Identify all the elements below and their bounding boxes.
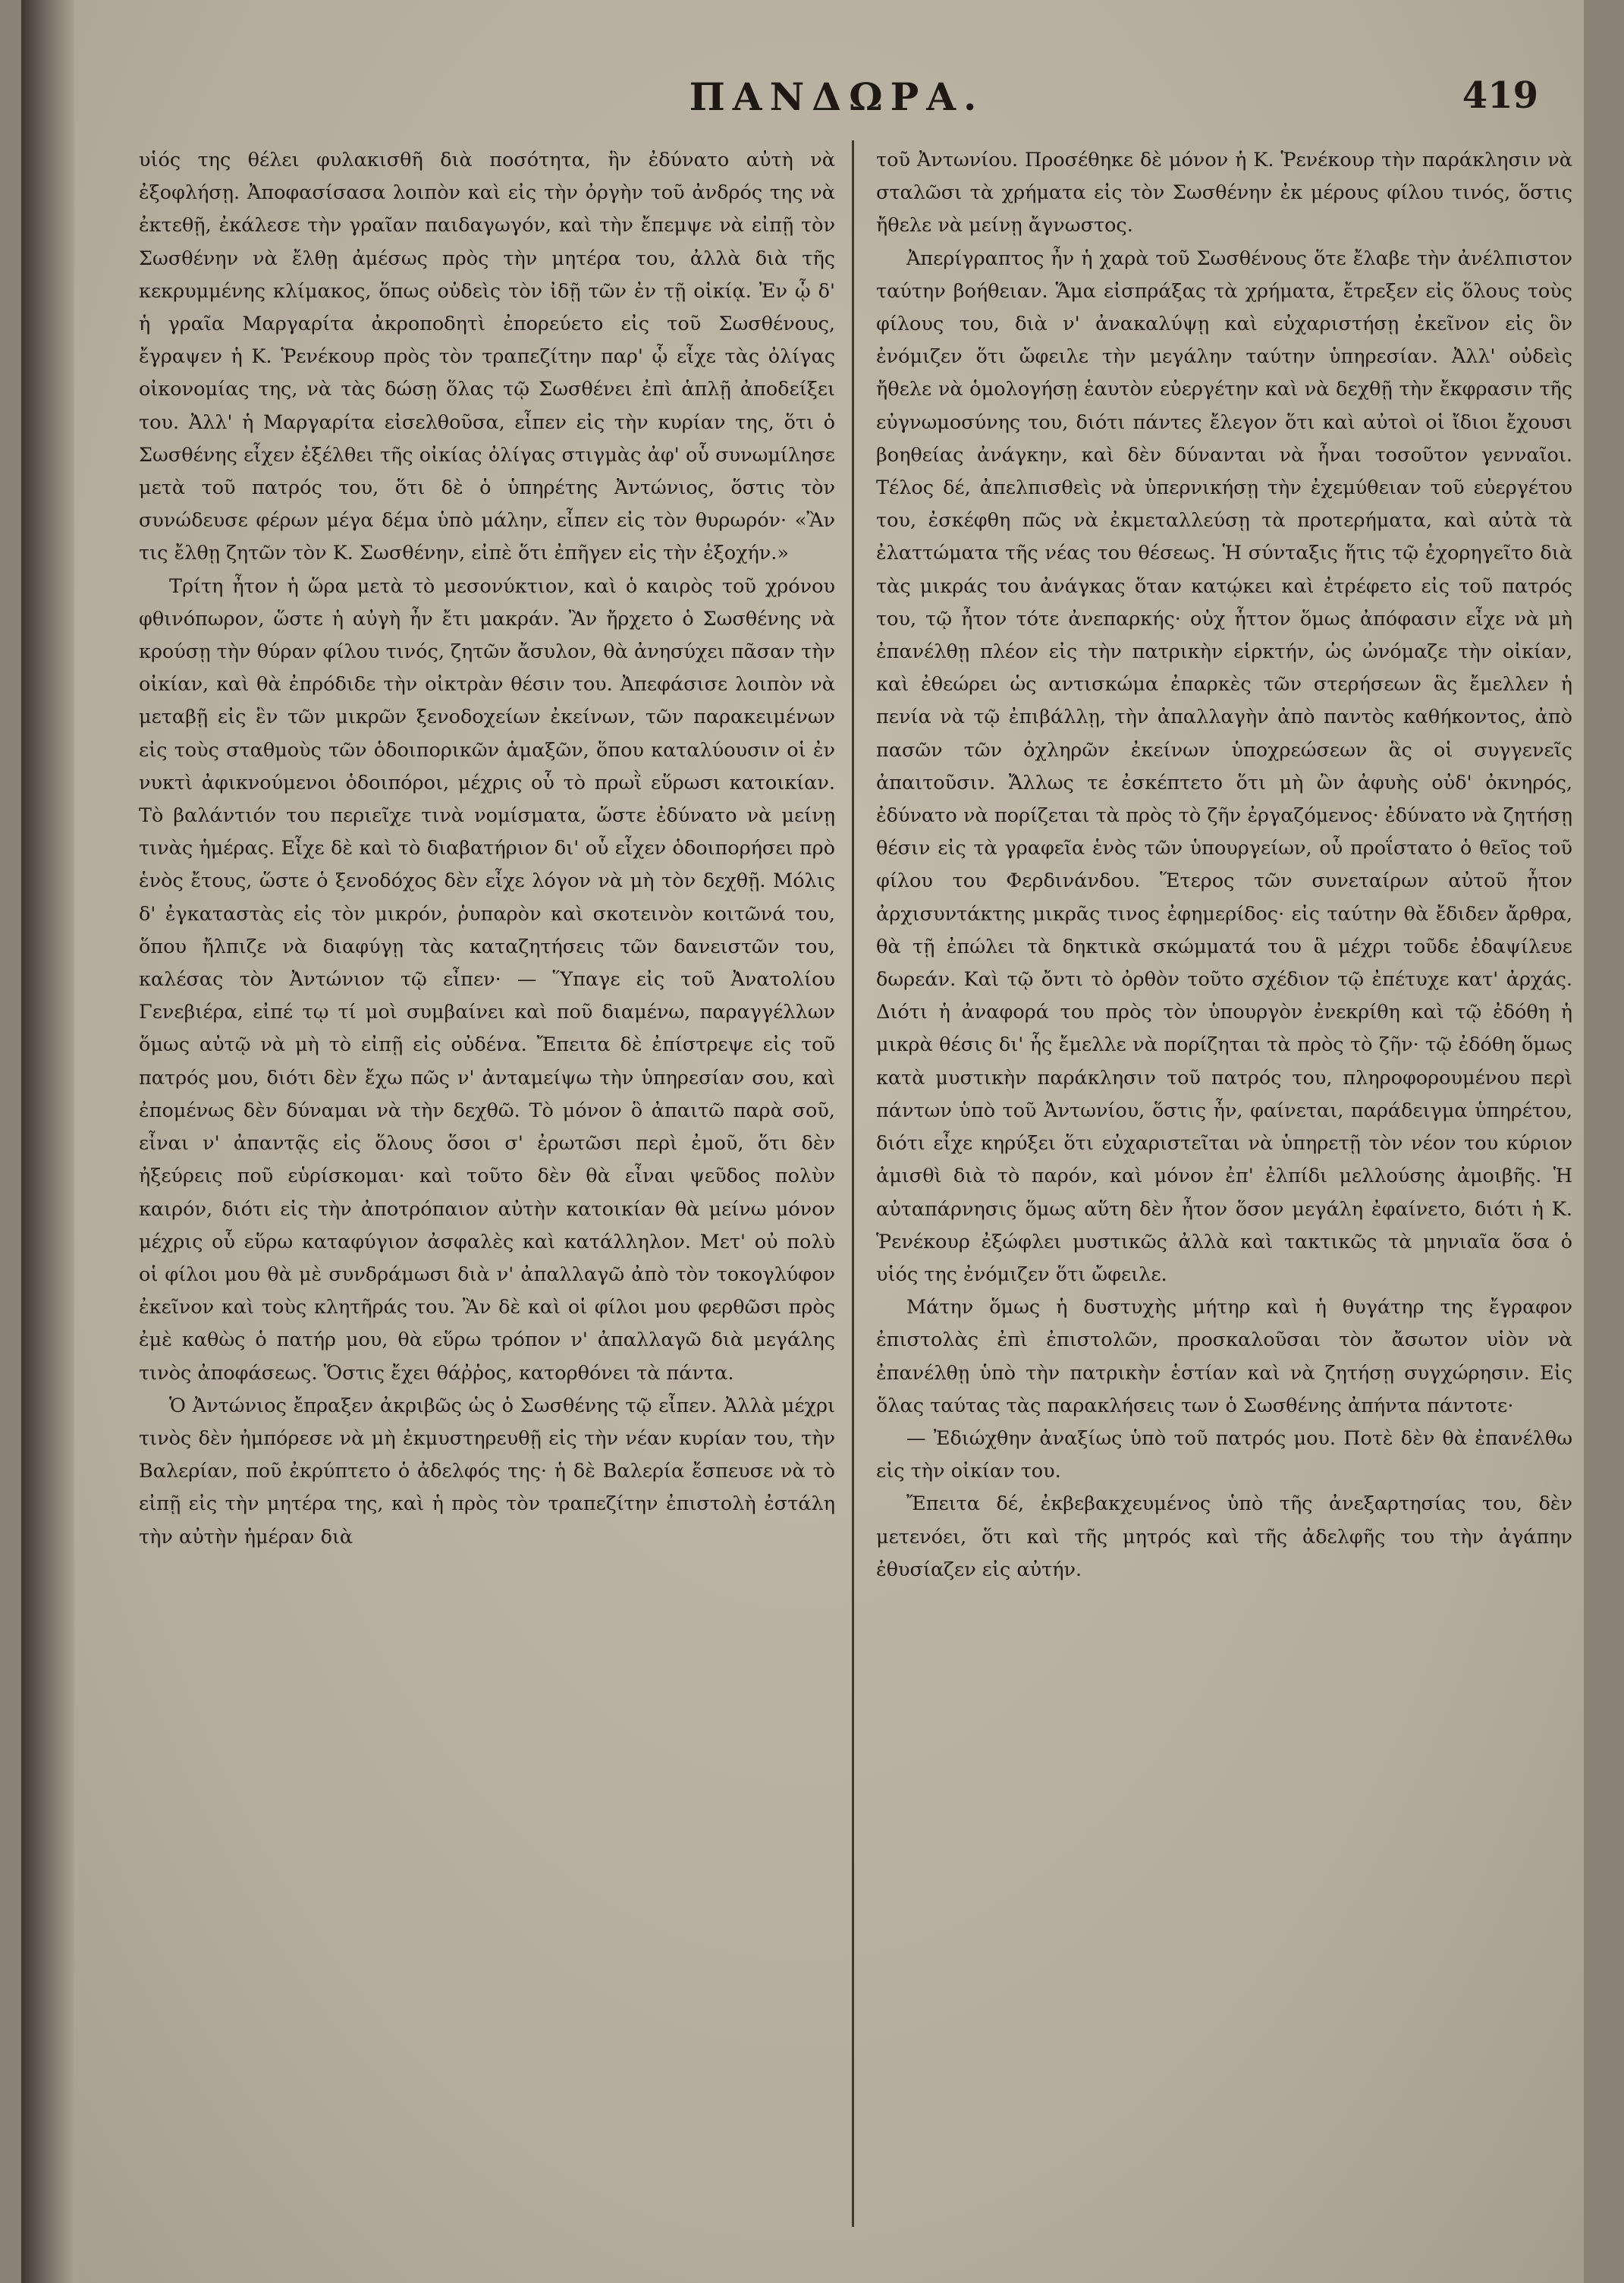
paragraph: Τρίτη ἦτον ἡ ὥρα μετὰ τὸ μεσονύκτιον, καὶ ὁ καιρὸς τοῦ χρόνου φθινόπωρον, ὥστε ἡ αὐγὴ ἦν ἔτι μακράν. Ἂν ἤρχετο ὁ Σωσθένης νὰ κρούσῃ τὴν θύραν φίλου τινός, ζητῶν ἄσυλον, θὰ ἀνησύχει πᾶσαν τὴν οἰκίαν, καὶ θὰ ἐπρόδιδε τὴν οἰκτρὰν θέσιν του. Ἀπεφάσισε λοιπὸν νὰ μεταβῇ εἰς ἓν τῶν μικρῶν ξενοδοχείων ἐκείνων, τῶν παρακειμένων εἰς τοὺς σταθμοὺς τῶν ὁδοιπορικῶν ἁμαξῶν, ὅπου καταλύουσιν οἱ ἐν νυκτὶ ἀφικνούμενοι ὁδοιπόροι, μέχρις οὗ τὸ πρωῒ εὕρωσι κατοικίαν. Τὸ βαλάντιόν του περιεῖχε τινὰ νομίσματα, ὥστε ἐδύνατο νὰ μείνῃ τινὰς ἡμέρας. Εἶχε δὲ καὶ τὸ διαβατήριον δι' οὗ εἶχεν ὁδοιπορήσει πρὸ ἑνὸς ἔτους, ὥστε ὁ ξενοδόχος δὲν εἶχε λόγον νὰ μὴ τὸν δεχθῇ. Μόλις δ' ἐγκαταστὰς εἰς τὸν μικρόν, ῥυπαρὸν καὶ σκοτεινὸν κοιτῶνά του, ὅπου ἤλπιζε νὰ διαφύγῃ τὰς καταζητήσεις τῶν δανειστῶν του, καλέσας τὸν Ἀντώνιον τῷ εἶπεν· — Ὕπαγε εἰς τοῦ Ἀνατολίου Γενεβιέρα, εἰπέ τῳ τί μοὶ συμβαίνει καὶ ποῦ διαμένω, παραγγέλλων ὅμως αὐτῷ νὰ μὴ τὸ εἰπῇ εἰς οὐδένα. Ἔπειτα δὲ ἐπίστρεψε εἰς τοῦ πατρός μου, διότι δὲν ἔχω πῶς ν' ἀνταμείψω τὴν ὑπηρεσίαν σου, καὶ ἐπομένως δὲν δύναμαι νὰ τὴν δεχθῶ. Τὸ μόνον ὃ ἀπαιτῶ παρὰ σοῦ, εἶναι ν' ἀπαντᾷς εἰς ὅλους ὅσοι σ' ἐρωτῶσι περὶ ἐμοῦ, ὅτι δὲν ἠξεύρεις ποῦ εὑρίσκομαι· καὶ τοῦτο δὲν θὰ εἶναι ψεῦδος πολὺν καιρόν, διότι εἰς τὴν ἀποτρόπαιον αὐτὴν κατοικίαν θὰ μείνω μόνον μέχρις οὗ εὕρω καταφύγιον ἀσφαλὲς καὶ κατάλληλον. Μετ' οὐ πολὺ οἱ φίλοι μου θὰ μὲ συνδράμωσι διὰ ν' ἀπαλλαγῶ ἀπὸ τὸν τοκογλύφον ἐκεῖνον καὶ τοὺς κλητῆράς του. Ἂν δὲ καὶ οἱ φίλοι μου φερθῶσι πρὸς ἐμὲ καθὼς ὁ πατήρ μου, θὰ εὕρω τρόπον ν' ἀπαλλαγῶ διὰ μεγάλης τινὸς ἀποφάσεως. Ὅστις ἔχει θάῤῥος, κατορθόνει τὰ πάντα. — [139, 574, 835, 1385]
paragraph: υἱός της θέλει φυλακισθῆ διὰ ποσότητα, ἣν ἐδύνατο αὐτὴ νὰ ἐξοφλήσῃ. Ἀποφασίσασα λοιπὸν καὶ εἰς τὴν ὀργὴν τοῦ ἀνδρός της νὰ ἐκτεθῇ, ἐκάλεσε τὴν γραῖαν παιδαγωγόν, καὶ τὴν ἔπεμψε νὰ εἰπῇ τὸν Σωσθένην νὰ ἔλθῃ ἀμέσως πρὸς τὴν μητέρα του, ἀλλὰ διὰ τῆς κεκρυμμένης κλίμακος, ὅπως οὐδεὶς τὸν ἰδῇ τῶν ἐν τῇ οἰκίᾳ. Ἐν ᾧ δ' ἡ γραῖα Μαργαρίτα ἀκροποδητὶ ἐπορεύετο εἰς τοῦ Σωσθένους, ἔγραψεν ἡ Κ. Ῥενέκουρ πρὸς τὸν τραπεζίτην παρ' ᾧ εἶχε τὰς ὀλίγας οἰκονομίας της, νὰ τὰς δώσῃ ὅλας τῷ Σωσθένει ἐπὶ ἁπλῇ ἀποδείξει του. Ἀλλ' ἡ Μαργαρίτα εἰσελθοῦσα, εἶπεν εἰς τὴν κυρίαν της, ὅτι ὁ Σωσθένης εἶχεν ἐξέλθει τῆς οἰκίας ὀλίγας στιγμὰς ἀφ' οὗ συνωμίλησε μετὰ τοῦ πατρός του, ὅτι δὲ ὁ ὑπηρέτης Ἀντώνιος, ὅστις τὸν συνώδευσε φέρων μέγα δέμα ὑπὸ μάλην, εἶπεν εἰς τὸν θυρωρόν· «Ἂν τις ἔλθῃ ζητῶν τὸν Κ. Σωσθένην, εἰπὲ ὅτι ἐπῆγεν εἰς τὴν ἐξοχήν.» — [139, 149, 835, 565]
paragraph: Ἀπερίγραπτος ἦν ἡ χαρὰ τοῦ Σωσθένους ὅτε ἔλαβε τὴν ἀνέλπιστον ταύτην βοήθειαν. Ἅμα εἰσπράξας τὰ χρήματα, ἔτρεξεν εἰς ὅλους τοὺς φίλους του, διὰ ν' ἀνακαλύψῃ καὶ εὐχαριστήσῃ ἐκεῖνον εἰς ὃν ἐνόμιζεν ὅτι ὤφειλε τὴν μεγάλην ταύτην ὑπηρεσίαν. Ἀλλ' οὐδεὶς ἤθελε νὰ ὁμολογήσῃ ἑαυτὸν εὐεργέτην καὶ νὰ δεχθῇ τὴν ἔκφρασιν τῆς εὐγνωμοσύνης του, διότι πάντες ἔλεγον ὅτι καὶ αὐτοὶ οἱ ἴδιοι ἔχουσι βοηθείας ἀνάγκην, καὶ δὲν δύνανται νὰ ἦναι τοσοῦτον γενναῖοι. Τέλος δέ, ἀπελπισθεὶς νὰ ὑπερνικήσῃ τὴν ἐχεμύθειαν τοῦ εὐεργέτου του, ἐσκέφθη πῶς νὰ ἐκμεταλλεύσῃ τὰ προτερήματα, καὶ αὐτὰ τὰ ἐλαττώματα τῆς νέας του θέσεως. Ἡ σύνταξις ἥτις τῷ ἐχορηγεῖτο διὰ τὰς μικράς του ἀνάγκας ὅταν κατῴκει καὶ ἐτρέφετο εἰς τοῦ πατρός του, τῷ ἦτον τότε ἀνεπαρκής· οὐχ ἧττον ὅμως ἀπόφασιν εἶχε νὰ μὴ ἐπανέλθῃ πλέον εἰς τὴν πατρικὴν εἱρκτήν, ὡς ὠνόμαζε τὴν οἰκίαν, καὶ ἐθεώρει ὡς αντισκώμα ἐπαρκὲς τῶν στερήσεων ἃς ἔμελλεν ἡ πενία νὰ τῷ ἐπιβάλλῃ, τὴν ἀπαλλαγὴν ἀπὸ παντὸς καθήκοντος, ἀπὸ πασῶν τῶν ὀχληρῶν ἐκείνων ὑποχρεώσεων ἃς οἱ συγγενεῖς ἀπαιτοῦσιν. Ἄλλως τε ἐσκέπτετο ὅτι μὴ ὢν ἀφυὴς οὐδ' ὀκνηρός, ἐδύνατο νὰ πορίζεται τὰ πρὸς τὸ ζῆν ἐργαζόμενος· ἐδύνατο νὰ ζητήσῃ θέσιν εἰς τὰ γραφεῖα ἑνὸς τῶν ὑπουργείων, οὗ προΐστατο ὁ θεῖος τοῦ φίλου του Φερδινάνδου. Ἕτερος τῶν συνεταίρων αὐτοῦ ἦτον ἀρχισυντάκτης μικρᾶς τινος ἐφημερίδος· εἰς ταύτην θὰ ἔδιδεν ἄρθρα, θὰ τῇ ἐπώλει τὰ δηκτικὰ σκώμματά του ἃ μέχρι τοῦδε ἐδαψίλευε δωρεάν. Καὶ τῷ ὄντι τὸ ὀρθὸν τοῦτο σχέδιον τῷ ἐπέτυχε κατ' ἀρχάς. Διότι ἡ ἀναφορά του πρὸς τὸν ὑπουργὸν ἐνεκρίθη καὶ τῷ ἐδόθη ἡ μικρὰ θέσις δι' ἧς ἔμελλε νὰ πορίζηται τὰ πρὸς τὸ ζῆν· τῷ ἐδόθη ὅμως κατὰ μυστικὴν παράκλησιν τοῦ πατρός του, πληροφορουμένου περὶ πάντων ὑπὸ τοῦ Ἀντωνίου, ὅστις ἦν, φαίνεται, παράδειγμα ὑπηρέτου, διότι εἶχε κηρύξει ὅτι εὐχαριστεῖται νὰ ὑπηρετῇ τὸν νέον του κύριον ἀμισθὶ διὰ τὸ παρόν, καὶ μόνον ἐπ' ἐλπίδι μελλούσης ἀμοιβῆς. Ἡ αὐταπάρνησις ὅμως αὕτη δὲν ἦτον ὅσον μεγάλη ἐφαίνετο, διότι ἡ Κ. Ῥενέκουρ ἐξώφλει μυστικῶς ἀλλὰ καὶ τακτικῶς τὰ μηνιαῖα ὅσα ὁ υἱός της ἐνόμιζεν ὅτι ὤφειλε. — [876, 247, 1572, 1286]
right-column — [876, 144, 1572, 2223]
page-number: 419 — [1462, 74, 1538, 117]
paragraph: Μάτην ὅμως ἡ δυστυχὴς μήτηρ καὶ ἡ θυγάτηρ της ἔγραφον ἐπιστολὰς ἐπὶ ἐπιστολῶν, προσκαλοῦσαι τὸν ἄσωτον υἱὸν νὰ ἐπανέλθῃ ὑπὸ τὴν πατρικὴν ἑστίαν καὶ νὰ ζητήσῃ συγχώρησιν. Εἰς ὅλας ταύτας τὰς παρακλήσεις των ὁ Σωσθένης ἀπήντα πάντοτε· — [876, 1296, 1572, 1417]
book-gutter — [21, 0, 74, 2283]
paragraph: Ἔπειτα δέ, ἐκβεβακχευμένος ὑπὸ τῆς ἀνεξαρτησίας του, δὲν μετενόει, ὅτι καὶ τῆς μητρός καὶ τῆς ἀδελφῆς του τὴν ἀγάπην ἐθυσίαζεν εἰς αὐτήν. — [876, 1492, 1572, 1581]
left-column — [139, 144, 835, 2223]
page-header — [135, 74, 1538, 135]
column-divider — [852, 140, 854, 2227]
paragraph: — Ἐδιώχθην ἀναξίως ὑπὸ τοῦ πατρός μου. Ποτὲ δὲν θὰ ἐπανέλθω εἰς τὴν οἰκίαν του. — [876, 1426, 1572, 1483]
scanned-page — [21, 0, 1584, 2283]
paragraph: τοῦ Ἀντωνίου. Προσέθηκε δὲ μόνον ἡ Κ. Ῥενέκουρ τὴν παράκλησιν νὰ σταλῶσι τὰ χρήματα εἰς τὸν Σωσθένην ἐκ μέρους φίλου τινός, ὅστις ἤθελε νὰ μείνῃ ἄγνωστος. — [876, 149, 1572, 237]
paragraph: Ὁ Ἀντώνιος ἔπραξεν ἀκριβῶς ὡς ὁ Σωσθένης τῷ εἶπεν. Ἀλλὰ μέχρι τινὸς δὲν ἠμπόρεσε νὰ μὴ ἐκμυστηρευθῇ εἰς τὴν νέαν κυρίαν του, τὴν Βαλερίαν, ποῦ ἐκρύπτετο ὁ ἀδελφός της· ἡ δὲ Βαλερία ἔσπευσε νὰ τὸ εἰπῇ εἰς τὴν μητέρα της, καὶ ἡ πρὸς τὸν τραπεζίτην ἐπιστολὴ ἐστάλη τὴν αὐτὴν ἡμέραν διὰ — [139, 1394, 835, 1549]
running-title: ΠΑΝΔΩΡΑ. — [689, 74, 985, 119]
